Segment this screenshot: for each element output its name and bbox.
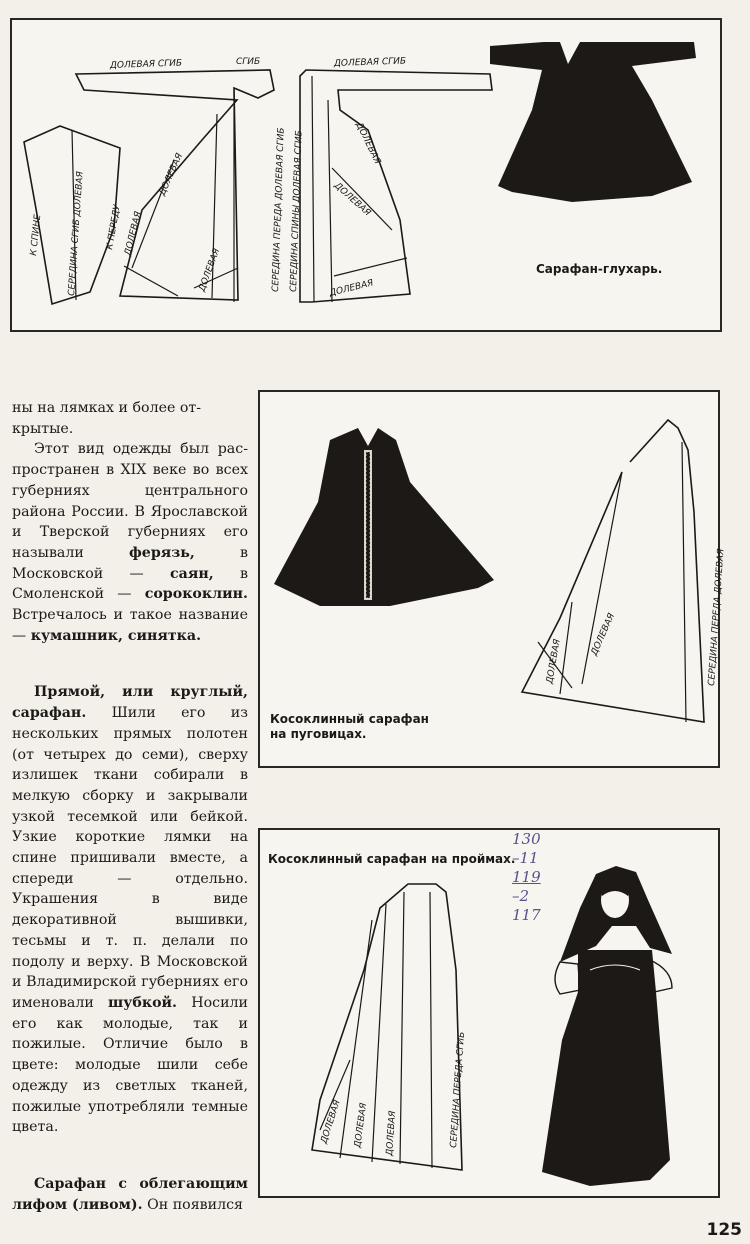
label-dolevaya-6: ДОЛЕВАЯ: [328, 278, 375, 299]
label-front-center: СЕРЕДИНА ПЕРЕДА ДОЛЕВАЯ СГИБ: [271, 127, 287, 293]
label-dolevaya-3: ДОЛЕВАЯ: [197, 247, 223, 294]
label-front-center-2: СЕРЕДИНА ПЕРЕДА ДОЛЕВАЯ: [707, 548, 727, 687]
label-dolevaya-10: ДОЛЕВАЯ: [353, 1102, 370, 1149]
label-dolevaya-4: ДОЛЕВАЯ: [353, 120, 383, 166]
caption-sarafan-glukhar: Сарафан-глухарь.: [536, 262, 663, 276]
body-text-column: [12, 398, 248, 1215]
sarafan-glukhar-illustration: [490, 42, 696, 202]
label-dolevaya-5: ДОЛЕВАЯ: [331, 180, 373, 219]
label-dolevaya-8: ДОЛЕВАЯ: [589, 611, 618, 658]
label-dolevaya-9: ДОЛЕВАЯ: [319, 1098, 343, 1145]
figure-kosoklinny-na-pugovitsakh: [258, 390, 727, 768]
paragraph-pryamoy-sarafan: Прямой, или круглый, сарафан. Шили его из нескольких прямых полотен (от четырех до семи), сверху излишек ткани собирали в мелкую сборку и закрывали узкой тесемкой или бейкой. Узкие короткие лямки на спине пришивали вместе, а спереди — отдельно. Украшения в виде декоративной вышивки, тесьмы и т. п. делали по подолу и верху. В Московской и Владимирской губерниях его именовали шубкой. Носили его как молодые, так и пожилые. Отличие было в цвете: молодые шили себе одежду из светлых тканей, пожилые употребляли темные цвета.: [12, 684, 249, 1136]
pencil-notes: 130 –11 119 –2 117: [512, 830, 541, 924]
label-dolevaya-11: ДОЛЕВАЯ: [385, 1110, 399, 1157]
label-dolevaya-1: ДОЛЕВАЯ: [157, 151, 186, 198]
label-dolevaya-7: ДОЛЕВАЯ: [545, 638, 563, 685]
label-sleeve-back: К СПИНЕ: [29, 213, 44, 257]
front-panel-piece: [300, 70, 492, 302]
label-dolevaya-2: ДОЛЕВАЯ: [123, 210, 144, 257]
paragraph-ferez: Этот вид одежды был рас-пространен в XIX веке во всех губерниях центрального района России. В Ярославской и Тверской губерниях его называли ферязь, в Московской — саян, в Смоленской — сорококлин. Встречалось и такое название — кумашник, синятка.: [12, 441, 249, 644]
figure-kosoklinny-na-proymakh: [258, 828, 720, 1198]
pattern-drawing-proymy: [260, 830, 722, 1200]
page-number: 125: [706, 1220, 742, 1240]
label-fold-top: СГИБ: [236, 57, 261, 67]
heading-pryamoy: Прямой, или круглый, сарафан.: [12, 684, 248, 722]
paragraph-continuation: ны на лямках и более от- крытые.: [12, 400, 202, 437]
label-front-center-3: СЕРЕДИНА ПЕРЕДА СГИБ: [449, 1031, 468, 1149]
label-fold-right: ДОЛЕВАЯ СГИБ: [333, 56, 407, 69]
paragraph-sarafan-s-lifom: Сарафан с облегающим лифом (ливом). Он появился: [12, 1175, 248, 1213]
sarafan-buttons-illustration: [274, 428, 494, 606]
label-back-center: СЕРЕДИНА СПИНЫ ДОЛЕВАЯ СГИБ: [289, 130, 305, 293]
caption-line-1: Косоклинный сарафан: [270, 712, 429, 726]
caption-line-2: на пуговицах.: [270, 727, 367, 741]
label-fold-left: ДОЛЕВАЯ СГИБ: [109, 58, 183, 71]
label-sleeve-front: К ПЕРЕДУ: [105, 204, 123, 251]
proymy-pattern-piece: [312, 884, 462, 1170]
figure-sarafan-glukhar: [10, 18, 722, 332]
caption-kosoklinny-proymy: Косоклинный сарафан на проймах.: [268, 852, 516, 866]
back-panel-piece: [76, 70, 274, 300]
heading-s-lifom: Сарафан с облегающим лифом (ливом).: [12, 1175, 248, 1213]
woman-in-sarafan-illustration: [542, 866, 672, 1186]
caption-kosoklinny-pugovitsy: [270, 712, 429, 742]
pattern-drawing-glukhar: [12, 20, 724, 334]
label-sleeve-center: СЕРЕДИНА СГИБ ДОЛЕВАЯ: [67, 170, 86, 297]
